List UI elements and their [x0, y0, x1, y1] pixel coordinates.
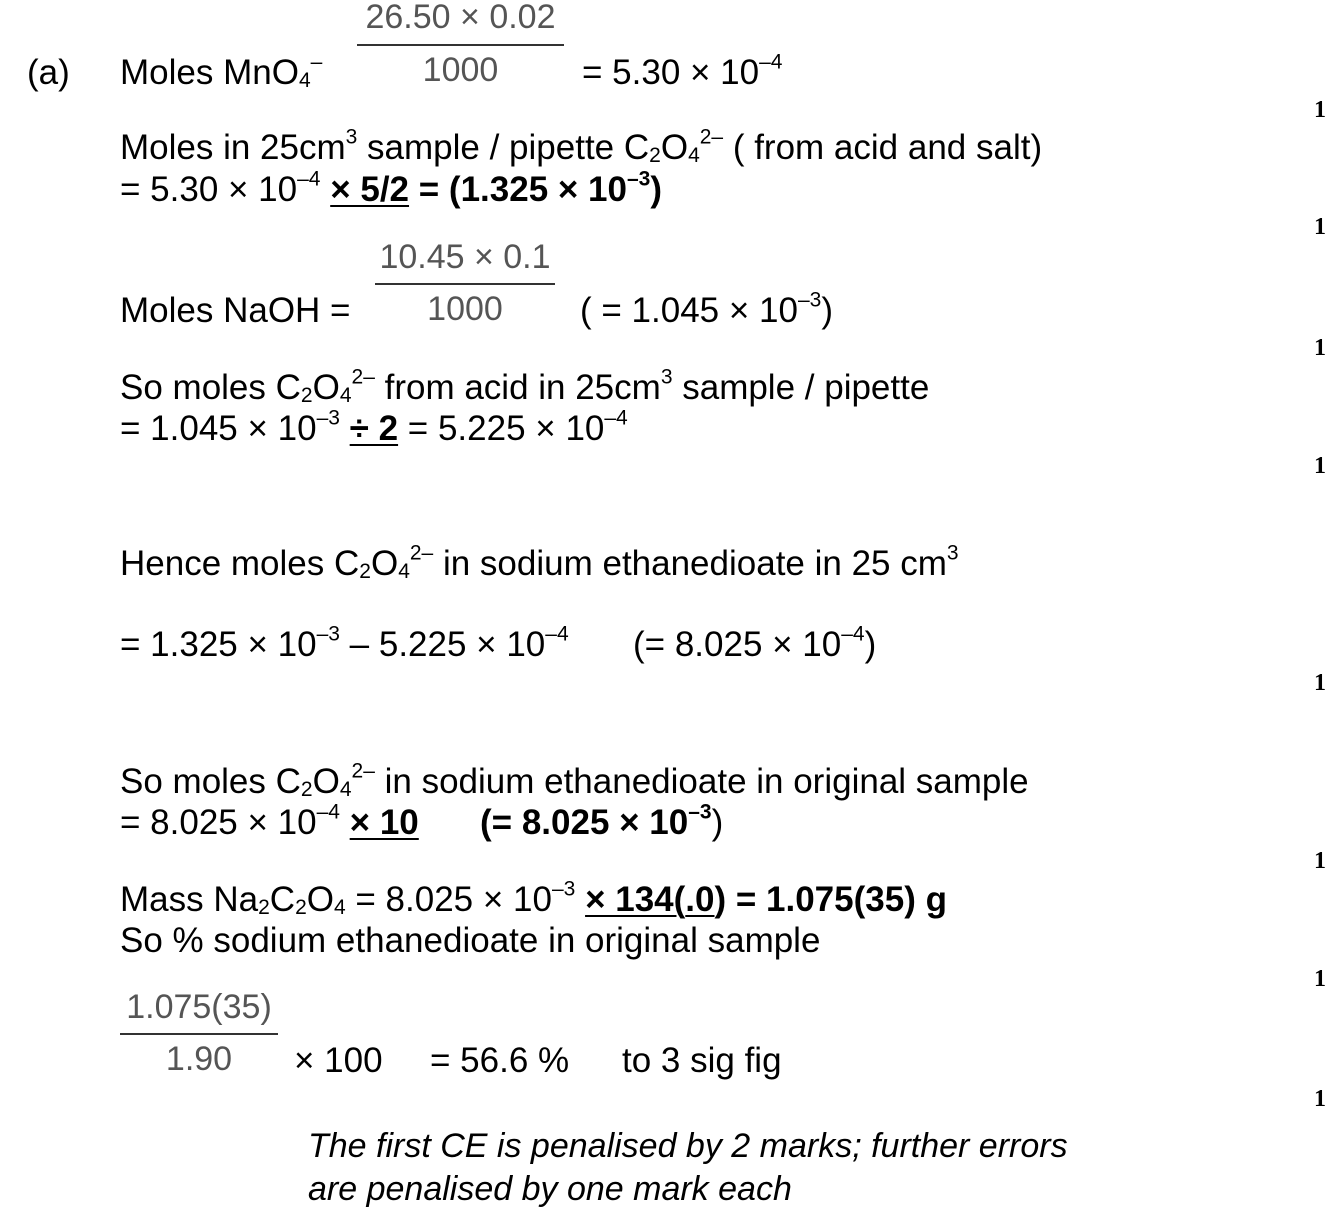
moles-acid-calc: = $1.045 \times 10^{-3} \div 2 = 5.225 \times 10^{-4}$ [120, 406, 628, 448]
times-100: × 100 [294, 1041, 383, 1080]
marking-note-line1: The first CE is penalised by 2 marks; further errors [308, 1127, 1068, 1165]
original-sample-calc: = $8.025 \times 10^{-4} \times 10$ [120, 800, 419, 842]
percent-result: = 56.6 % [430, 1041, 570, 1080]
mark-1: 1 [1314, 97, 1326, 123]
fraction3-numerator: 1.075(35) [126, 988, 272, 1026]
subtraction-calc: = $1.325 \times 10^{-3} - 5.225 \times 10^{-4}$ [120, 622, 569, 664]
fraction1-denominator: 1000 [422, 51, 499, 89]
percent-intro-line: So % sodium ethanedioate in original sample [120, 921, 821, 960]
fraction3-denominator: 1.90 [165, 1040, 233, 1078]
fraction1-bar [357, 44, 564, 46]
part-label: (a) [27, 53, 70, 92]
fraction2-numerator: 10.45 × 0.1 [379, 238, 551, 276]
mark-2: 1 [1314, 214, 1326, 240]
fraction2-bar [375, 283, 555, 285]
fraction3-bar [120, 1033, 278, 1035]
mark-7: 1 [1314, 966, 1326, 992]
fraction1-numerator: 26.50 × 0.02 [365, 0, 556, 36]
moles-naoh-label: Moles NaOH = [120, 291, 351, 330]
hence-moles-line: Hence moles $C_2O_4^{2-}$ in sodium ethanedioate in 25 $cm^3$ [120, 541, 959, 584]
mass-calc-line: Mass $Na_2C_2O_4 = 8.025 \times 10^{-3} \times 134(.0) = 1.075(35)$ g [120, 877, 947, 920]
moles-naoh-result: ( = $1.045 \times 10^{-3}$) [580, 288, 833, 330]
moles-mno4-result: = $5.30 \times 10^{-4}$ [582, 50, 783, 92]
mark-5: 1 [1314, 670, 1326, 696]
moles-acid-line: So moles $C_2O_4^{2-}$ from acid in $25cm^3$ sample / pipette [120, 365, 930, 408]
subtraction-result: (= $8.025 \times 10^{-4}$) [633, 622, 877, 664]
sig-fig-note: to 3 sig fig [622, 1041, 782, 1080]
mark-6: 1 [1314, 848, 1326, 874]
marking-note-line2: are penalised by one mark each [308, 1170, 792, 1208]
moles-mno4-label: Moles MnO$_4$– [120, 50, 323, 93]
mark-3: 1 [1314, 335, 1326, 361]
mark-4: 1 [1314, 453, 1326, 479]
original-sample-result: (= $8.025 \times 10^{-3}$) [480, 800, 724, 842]
moles-sample-calc: = $5.30 \times 10^{-4} \times 5/2 = (1.325 \times 10^{-3})$ [120, 167, 662, 209]
original-sample-line: So moles $C_2O_4^{2-}$ in sodium ethanedioate in original sample [120, 759, 1029, 802]
mark-8: 1 [1314, 1086, 1326, 1112]
fraction2-denominator: 1000 [427, 290, 503, 328]
moles-sample-line: Moles in $25cm^3$ sample / pipette $C_2O_4^{2-}$ ( from acid and salt) [120, 125, 1043, 168]
